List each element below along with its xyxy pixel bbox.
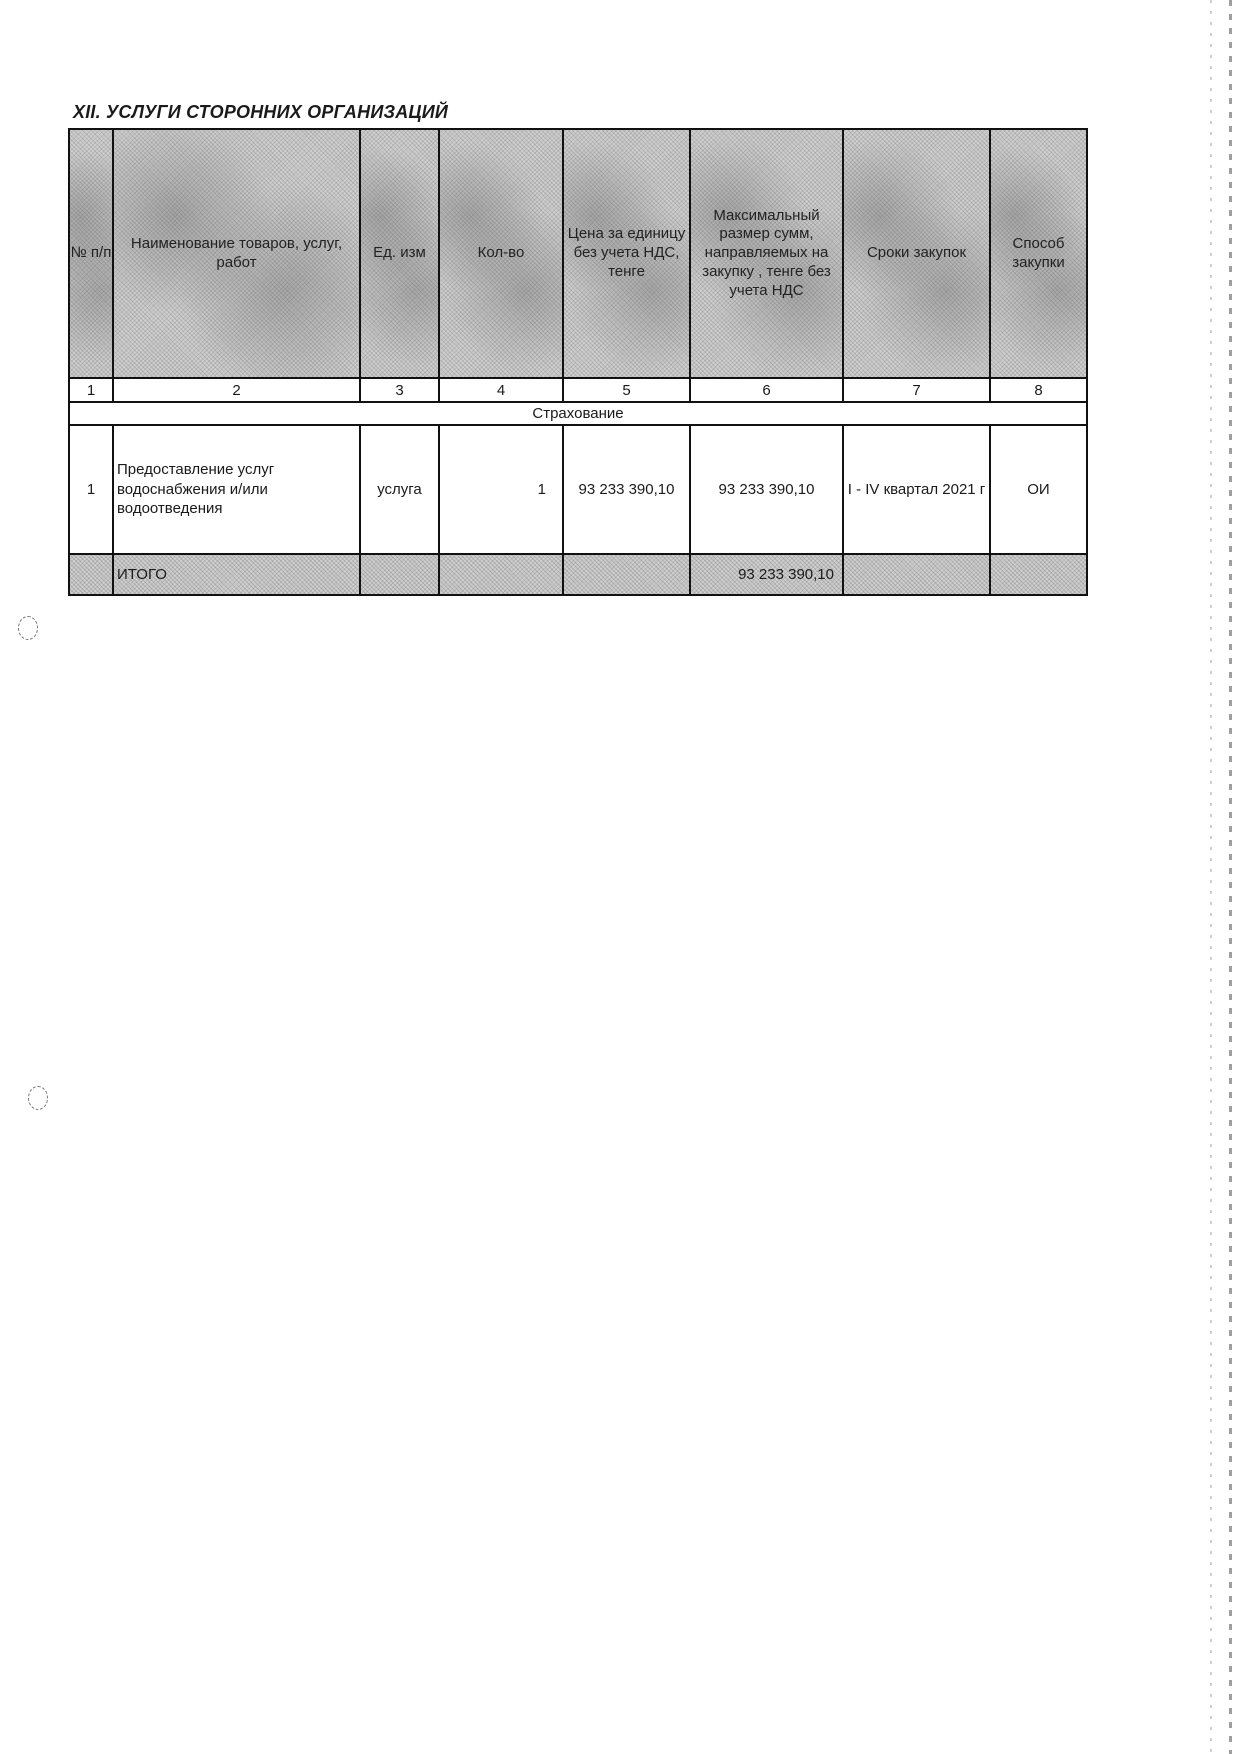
header-number: № п/п [69, 129, 113, 378]
column-number: 6 [690, 378, 843, 402]
scan-edge-line [1210, 0, 1212, 1754]
header-max-sum: Максимальный размер сумм, направляемых на закупку , тенге без учета НДС [690, 129, 843, 378]
row-period: I - IV квартал 2021 г [843, 425, 990, 554]
header-quantity: Кол-во [439, 129, 563, 378]
section-label: Страхование [69, 402, 1087, 425]
row-quantity: 1 [439, 425, 563, 554]
row-max-sum: 93 233 390,10 [690, 425, 843, 554]
column-number: 7 [843, 378, 990, 402]
header-row [69, 129, 1087, 378]
header-period: Сроки закупок [843, 129, 990, 378]
punch-hole-mark [18, 616, 38, 640]
header-method: Способ закупки [990, 129, 1087, 378]
total-sum: 93 233 390,10 [690, 554, 843, 595]
column-number: 2 [113, 378, 360, 402]
total-label: ИТОГО [113, 554, 360, 595]
column-number-row [69, 378, 1087, 402]
scan-edge-line [1229, 0, 1232, 1754]
header-name: Наименование товаров, услуг, работ [113, 129, 360, 378]
row-unit-price: 93 233 390,10 [563, 425, 690, 554]
column-number: 8 [990, 378, 1087, 402]
row-name: Предоставление услуг водоснабжения и/или водоотведения [113, 425, 360, 554]
column-number: 5 [563, 378, 690, 402]
services-table [68, 128, 1088, 596]
column-number: 4 [439, 378, 563, 402]
table-row [69, 425, 1087, 554]
section-title: XII. УСЛУГИ СТОРОННИХ ОРГАНИЗАЦИЙ [73, 102, 449, 122]
punch-hole-mark [28, 1086, 48, 1110]
total-row [69, 554, 1087, 595]
header-unit: Ед. изм [360, 129, 439, 378]
column-number: 3 [360, 378, 439, 402]
column-number: 1 [69, 378, 113, 402]
header-unit-price: Цена за единицу без учета НДС, тенге [563, 129, 690, 378]
row-unit: услуга [360, 425, 439, 554]
section-row [69, 402, 1087, 425]
row-number: 1 [69, 425, 113, 554]
row-method: ОИ [990, 425, 1087, 554]
